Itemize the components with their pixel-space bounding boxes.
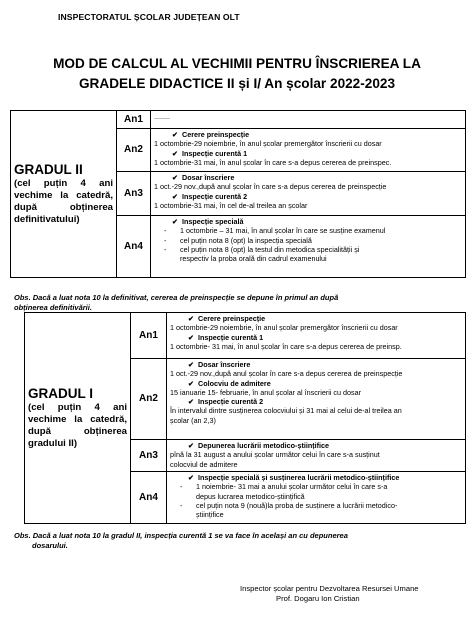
check-icon: ✔: [172, 148, 179, 158]
title-line-1: MOD DE CALCUL AL VECHIMII PENTRU ÎNSCRIEREA LA: [53, 56, 421, 71]
grade-1-an1-item-1: Cerere preinspecție: [198, 314, 266, 323]
grade-2-an2-item-2: Inspecție curentă 1: [182, 148, 248, 158]
grade-2-an4-bullet-1: 1 octombrie – 31 mai, în anul școlar în care se susține examenul: [180, 226, 386, 236]
check-icon: ✔: [172, 217, 179, 226]
grade-2-table: [10, 110, 466, 278]
signature-name: Prof. Dogaru Ion Cristian: [276, 594, 360, 603]
dash-icon: -: [164, 244, 167, 254]
observation-grade-1-line-2: dosarului.: [32, 540, 68, 550]
observation-grade-1: [14, 531, 464, 550]
grade-2-an4-bullet-3-cont: respectiv la proba orală din cadrul examenului: [180, 254, 327, 264]
check-icon: ✔: [172, 191, 179, 201]
observation-grade-2-line-1: Obs. Dacă a luat nota 10 la definitivat, cererea de preinspecție se depune în primul an după: [14, 293, 339, 302]
grade-2-an2-item-1: Cerere preinspecție: [182, 130, 250, 139]
grade-2-label-cell: [11, 111, 117, 278]
grade-2-an3-label: An3: [117, 172, 151, 216]
check-icon: ✔: [188, 314, 195, 323]
grade-1-an4-details: [167, 472, 466, 524]
grade-2-an3-item-2: Inspecție curentă 2: [182, 191, 248, 201]
grade-1-an2-text-3: În intervalul dintre susținerea colocviului și 31 mai al celui de-al treilea an: [170, 406, 402, 416]
check-icon: ✔: [188, 332, 195, 342]
grade-1-an4-bullet-2: cel puțin nota 9 (nouă)la proba de susținere a lucrării metodico-: [196, 500, 398, 510]
grade-2-an4-bullet-3: cel puțin nota 8 (opt) la testul din metodica specialității și: [180, 244, 360, 254]
grade-2-an3-item-1: Dosar înscriere: [182, 173, 235, 182]
grade-2-description: (cel puțin 4 ani vechime la catedră, după obținerea definitivatului): [14, 177, 113, 226]
grade-1-an1-label: An1: [131, 313, 167, 359]
grade-1-an1-text-1: 1 octombrie-29 noiembrie, în anul școlar premergător înscrierii cu dosar: [170, 323, 398, 333]
grade-1-an4-bullet-2-cont: științifice: [196, 510, 224, 520]
check-icon: ✔: [188, 473, 195, 482]
grade-1-an2-item-1: Dosar înscriere: [198, 360, 251, 369]
check-icon: ✔: [188, 378, 195, 388]
grade-2-an4-item-1: Inspecție specială: [182, 217, 244, 226]
grade-1-description: (cel puțin 4 ani vechime la catedră, după obținerea gradului II): [28, 401, 127, 450]
check-icon: ✔: [172, 130, 179, 139]
title-line-2: GRADELE DIDACTICE II și I/ An școlar 2022-2023: [78, 76, 396, 91]
inspectorate-header: INSPECTORATUL ȘCOLAR JUDEȚEAN OLT: [58, 12, 240, 22]
dash-icon: -: [180, 500, 183, 510]
grade-2-an2-label: An2: [117, 129, 151, 172]
grade-1-an1-text-2: 1 octombrie- 31 mai, în anul școlar în care s-a depus cererea de preinsp.: [170, 341, 402, 351]
grade-2-an3-text-2: 1 octombrie-31 mai, în cel de-al treilea an școlar: [154, 200, 308, 210]
page-title: [20, 54, 454, 94]
dash-icon: -: [164, 226, 167, 236]
grade-1-an2-text-2: 15 ianuarie 15- februarie, în anul școlar al înscrierii cu dosar: [170, 387, 361, 397]
grade-2-an2-text-1: 1 octombrie-29 noiembrie, în anul școlar premergător înscrierii cu dosar: [154, 139, 382, 149]
grade-1-an2-item-3: Inspecție curentă 2: [198, 397, 264, 407]
grade-2-an1-details: ........: [151, 111, 466, 129]
grade-1-an4-item-1: Inspecție specială și susținerea lucrării metodico-științifice: [198, 473, 400, 482]
grade-1-an2-text-1: 1 oct.-29 nov.,după anul școlar în care s-a depus cererea de preinspecție: [170, 369, 403, 379]
observation-grade-2: [14, 293, 464, 312]
grade-2-an1-label: An1: [117, 111, 151, 129]
grade-1-an2-item-2: Colocviu de admitere: [198, 378, 271, 388]
check-icon: ✔: [188, 441, 195, 450]
check-icon: ✔: [188, 360, 195, 369]
grade-2-an4-bullet-2: cel puțin nota 8 (opt) la inspecția specială: [180, 235, 312, 245]
grade-1-an4-bullet-1-cont: depus lucrarea metodico-științifică: [196, 491, 305, 501]
grade-2-an4-details: [151, 216, 466, 278]
grade-1-an2-details: [167, 359, 466, 440]
check-icon: ✔: [188, 397, 195, 407]
signature-block: [240, 584, 419, 604]
grade-2-an2-details: [151, 129, 466, 172]
dash-icon: -: [164, 235, 167, 245]
grade-2-title: GRADUL II: [14, 161, 83, 177]
grade-2-an2-text-2: 1 octombrie-31 mai, în anul școlar în care s-a depus cererea de preinspec.: [154, 157, 392, 167]
grade-1-an2-label: An2: [131, 359, 167, 440]
signature-role: Inspector școlar pentru Dezvoltarea Resursei Umane: [240, 584, 419, 593]
grade-1-an1-details: [167, 313, 466, 359]
grade-1-an3-label: An3: [131, 440, 167, 472]
grade-1-an4-bullet-1: 1 noiembrie- 31 mai a anului școlar următor celui în care s-a: [196, 482, 388, 492]
check-icon: ✔: [172, 173, 179, 182]
grade-1-an2-text-3-cont: școlar (an 2,3): [170, 415, 216, 425]
grade-1-an3-details: [167, 440, 466, 472]
grade-1-an3-text-1-cont: colocviul de admitere: [170, 459, 238, 469]
grade-2-an4-label: An4: [117, 216, 151, 278]
dash-icon: -: [180, 482, 183, 492]
grade-1-label-cell: [25, 313, 131, 524]
grade-1-table: [24, 312, 466, 524]
grade-2-an3-details: [151, 172, 466, 216]
grade-1-an1-item-2: Inspecție curentă 1: [198, 332, 264, 342]
grade-1-an3-item-1: Depunerea lucrării metodico-științifice: [198, 441, 330, 450]
observation-grade-1-line-1: Obs. Dacă a luat nota 10 la gradul II, inspecția curentă 1 se va face în același an cu depunerea: [14, 531, 348, 540]
grade-1-an4-label: An4: [131, 472, 167, 524]
grade-2-an3-text-1: 1 oct.-29 nov.,după anul școlar în care s-a depus cererea de preinspecție: [154, 182, 387, 192]
grade-1-an3-text-1: pînă la 31 august a anului școlar următor celui în care s-a susținut: [170, 450, 380, 460]
grade-1-title: GRADUL I: [28, 385, 94, 401]
observation-grade-2-line-2: obținerea definitivării.: [14, 302, 92, 312]
